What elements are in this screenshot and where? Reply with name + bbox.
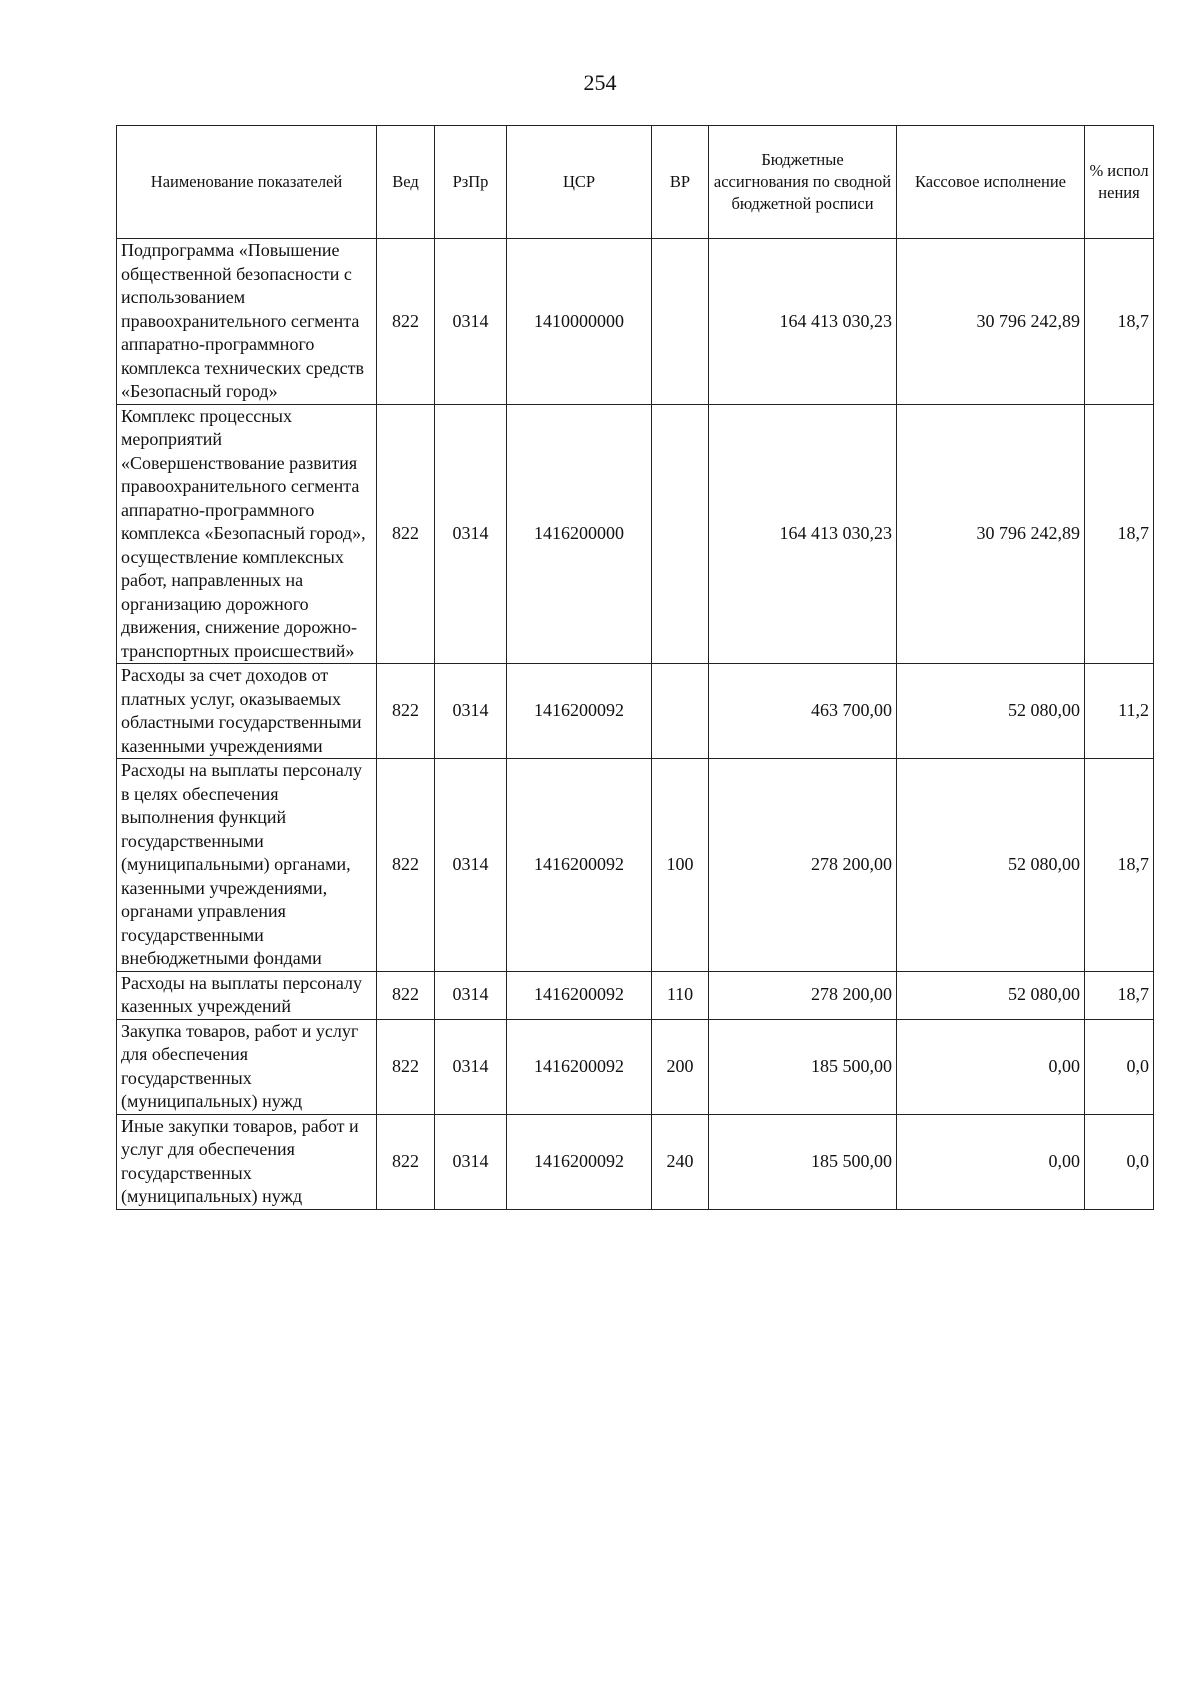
row-percent: 0,0: [1085, 1019, 1154, 1114]
row-ved: 822: [377, 971, 435, 1019]
row-budget: 278 200,00: [709, 759, 897, 972]
table-row: [117, 1019, 1154, 1114]
row-cash: 0,00: [897, 1114, 1085, 1209]
row-vr: 110: [652, 971, 709, 1019]
row-ved: 822: [377, 239, 435, 405]
row-percent: 18,7: [1085, 759, 1154, 972]
row-budget: 463 700,00: [709, 664, 897, 759]
row-percent: 18,7: [1085, 404, 1154, 664]
row-ved: 822: [377, 1114, 435, 1209]
table-row: [117, 1114, 1154, 1209]
row-csr: 1416200000: [507, 404, 652, 664]
row-csr: 1410000000: [507, 239, 652, 405]
row-budget: 185 500,00: [709, 1114, 897, 1209]
row-cash: 52 080,00: [897, 759, 1085, 972]
row-csr: 1416200092: [507, 1019, 652, 1114]
table-header-row: [117, 126, 1154, 239]
row-vr: 240: [652, 1114, 709, 1209]
row-budget: 164 413 030,23: [709, 239, 897, 405]
row-budget: 185 500,00: [709, 1019, 897, 1114]
row-ved: 822: [377, 1019, 435, 1114]
row-vr: 100: [652, 759, 709, 972]
row-csr: 1416200092: [507, 971, 652, 1019]
row-rzpr: 0314: [435, 971, 507, 1019]
header-name: Наименование показателей: [117, 126, 377, 239]
row-budget: 278 200,00: [709, 971, 897, 1019]
row-rzpr: 0314: [435, 664, 507, 759]
row-percent: 18,7: [1085, 239, 1154, 405]
row-rzpr: 0314: [435, 1019, 507, 1114]
row-budget: 164 413 030,23: [709, 404, 897, 664]
row-name: Расходы на выплаты персоналу в целях обеспечения выполнения функций государственными (муниципальными) органами, казенными учреждениями, органами управления государственными внебюджетными фондами: [117, 759, 377, 972]
row-csr: 1416200092: [507, 759, 652, 972]
row-vr: [652, 404, 709, 664]
header-ved: Вед: [377, 126, 435, 239]
row-name: Иные закупки товаров, работ и услуг для обеспечения государственных (муниципальных) нужд: [117, 1114, 377, 1209]
row-csr: 1416200092: [507, 664, 652, 759]
row-cash: 30 796 242,89: [897, 404, 1085, 664]
budget-execution-table: [116, 125, 1154, 1210]
row-name: Закупка товаров, работ и услуг для обеспечения государственных (муниципальных) нужд: [117, 1019, 377, 1114]
row-percent: 18,7: [1085, 971, 1154, 1019]
row-cash: 52 080,00: [897, 971, 1085, 1019]
row-cash: 52 080,00: [897, 664, 1085, 759]
row-ved: 822: [377, 664, 435, 759]
row-name: Расходы на выплаты персоналу казенных учреждений: [117, 971, 377, 1019]
table-row: [117, 239, 1154, 405]
row-csr: 1416200092: [507, 1114, 652, 1209]
header-rzpr: РзПр: [435, 126, 507, 239]
header-budget: Бюджетные ассигнования по сводной бюджетной росписи: [709, 126, 897, 239]
table-row: [117, 664, 1154, 759]
row-name: Расходы за счет доходов от платных услуг, оказываемых областными государственными казенными учреждениями: [117, 664, 377, 759]
row-rzpr: 0314: [435, 759, 507, 972]
header-cash: Кассовое исполнение: [897, 126, 1085, 239]
table-row: [117, 971, 1154, 1019]
row-ved: 822: [377, 759, 435, 972]
row-vr: [652, 664, 709, 759]
row-vr: 200: [652, 1019, 709, 1114]
row-cash: 0,00: [897, 1019, 1085, 1114]
row-name: Комплекс процессных мероприятий «Совершенствование развития правоохранительного сегмента аппаратно-программного комплекса «Безопасный город», осуществление комплексных работ, направленных на организацию дорожного движения, снижение дорожно-транспортных происшествий»: [117, 404, 377, 664]
table-row: [117, 404, 1154, 664]
row-rzpr: 0314: [435, 1114, 507, 1209]
header-csr: ЦСР: [507, 126, 652, 239]
row-rzpr: 0314: [435, 239, 507, 405]
table-row: [117, 759, 1154, 972]
header-vr: ВР: [652, 126, 709, 239]
row-vr: [652, 239, 709, 405]
row-percent: 0,0: [1085, 1114, 1154, 1209]
page-number: 254: [583, 70, 617, 95]
row-cash: 30 796 242,89: [897, 239, 1085, 405]
row-rzpr: 0314: [435, 404, 507, 664]
row-percent: 11,2: [1085, 664, 1154, 759]
row-name: Подпрограмма «Повышение общественной безопасности с использованием правоохранительного сегмента аппаратно-программного комплекса технических средств «Безопасный город»: [117, 239, 377, 405]
row-ved: 822: [377, 404, 435, 664]
header-percent: % испол нения: [1085, 126, 1154, 239]
